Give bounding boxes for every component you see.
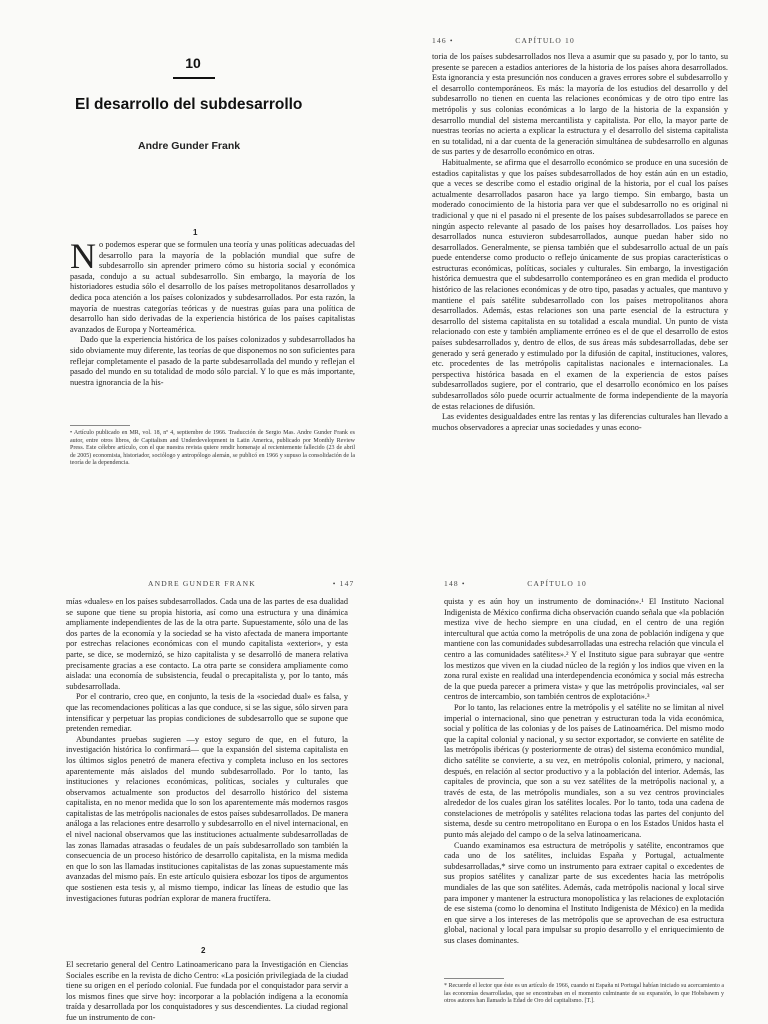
chapter-title: El desarrollo del subdesarrollo	[75, 96, 303, 113]
chapter-number: 10	[185, 55, 201, 71]
section-number: 2	[201, 946, 206, 955]
page-146	[384, 0, 768, 512]
body-text	[432, 52, 728, 433]
body-text	[70, 236, 355, 388]
paragraph: Dado que la experiencia histórica de los países colonizados y subdesarrollados ha sido obviamente muy diferente, las teorías de que disponemos no son suficientes para reflejar completamente el pasado de la parte subdesarrollada del mundo y reflejan el pasado del mundo en su totalidad de modo sólo parcial. Y lo que es más importante, nuestra ignorancia de la his-	[70, 335, 355, 387]
paragraph: mías «duales» en los países subdesarrollados. Cada una de las partes de esa dualidad se supone que tiene su propia historia, así como una estructura y una dinámica ampliamente independientes de las de la otra parte. Supuestamente, sólo una de las dos partes de la economía y la sociedad se ha visto afectada de manera importante por estrechas relaciones económicas con el mundo capitalista «exterior», y esta parte, se dice, se modernizó, se hizo capitalista y se desarrolló de manera relativa precisamente gracias a ese contacto. La otra parte se considera ampliamente como aislada: una economía de subsistencia, feudal o precapitalista y, por lo tanto, más subdesarrollada.	[66, 597, 348, 691]
body-text	[66, 597, 348, 904]
running-head: 146 • CAPÍTULO 10	[432, 36, 575, 45]
body-text	[66, 960, 348, 1024]
page-148	[384, 512, 768, 1024]
author-name: Andre Gunder Frank	[138, 140, 241, 152]
paragraph: Las evidentes desigualdades entre las rentas y las diferencias culturales han llevado a muchos observadores a apreciar unas sociedades y unas econo-	[432, 412, 728, 432]
running-head: 148 • CAPÍTULO 10	[444, 579, 587, 588]
page-147	[0, 512, 384, 1024]
paragraph: No podemos esperar que se formulen una teoría y unas políticas adecuadas del desarrollo para la mayoría de la población mundial que sufre de subdesarrollo sin aprender primero cómo su historia social y económica pasada, condujo a su actual subdesarrollo. Sin embargo, la mayoría de los historiadores estudia sólo el desarrollo de los países metropolitanos desarrollados y dedica poca atención a los países colonizados y subdesarrollados. Por esta razón, la mayoría de nuestras categorías teóricas y de nuestras guías para una política de desarrollo han sido derivadas de la experiencia histórica de los países capitalistas avanzados de Europa y Norteamérica.	[70, 236, 355, 334]
footnote: • Artículo publicado en MR, vol. 18, nº 4, septiembre de 1966. Traducción de Sergio Mas. Andre Gunder Frank es autor, entre otros libros, de Capitalism and Underdevelopment in Latin America, publicado por Monthly Review Press. Este célebre artículo, con el que nuestra revista quiere rendir homenaje al recientemente fallecido (23 de abril de 2005) economista, historiador, sociólogo y antropólogo alemán, se publicó en 1966 y supuso la consolidación de la teoría de la dependencia.	[70, 430, 355, 467]
footnote-rule	[70, 425, 130, 426]
paragraph: quista y es aún hoy un instrumento de dominación».¹ El Instituto Nacional Indigenista de México confirma dicha observación cuando señala que «la población mestiza vive de hecho siempre en una ciudad, en el centro de una región intercultural que actúa como la metrópolis de una zona de población indígena y que mantiene con las comunidades subdesarrolladas una estrecha relación que vincula el centro a las comunidades satélites».² Y el Instituto sigue para subrayar que «entre los mestizos que viven en la ciudad núcleo de la región y los indios que viven en la zona rural existe en realidad una interdependencia económica y social más estrecha de la que pueda parecer a primera vista» y que las metrópolis provinciales, «al ser centros de intercambio, son también centros de explotación».³	[444, 597, 724, 702]
paragraph: Habitualmente, se afirma que el desarrollo económico se produce en una sucesión de estadios capitalistas y que los países subdesarrollados de hoy están aún en un estadio, que a veces se describe como el estadio original de la historia, por el cual los países actualmente desarrollados pasaron hace ya largo tiempo. Sin embargo, basta un moderado conocimiento de la historia para ver que el subdesarrollo no es original ni tradicional y que ni el pasado ni el presente de los países subdesarrollados se parece en ningún aspecto relevante al pasado de los países hoy desarrollados. Los países hoy desarrollados nunca estuvieron subdesarrollados, aunque puedan haber sido no desarrollados. Generalmente, se piensa también que el subdesarrollo actual de un país puede entenderse como producto o reflejo únicamente de sus propias características o estructuras económicas, políticas, sociales y culturales. Sin embargo, la investigación histórica demuestra que el subdesarrollo contemporáneo es en gran medida el producto histórico de las relaciones económicas y de otro tipo, pasadas y actuales, que mantuvo y mantiene el país satélite subdesarrollado con los países metropolitanos ahora desarrollados. Además, estas relaciones son una parte esencial de la estructura y desarrollo del sistema capitalista en su totalidad a escala mundial. Un punto de vista relacionado con este y también ampliamente erróneo es el de que el desarrollo de estos países subdesarrollados y, dentro de ellos, de sus áreas más subdesarrolladas, debe ser generado y será generado y estimulado por la difusión de capital, instituciones, valores, etc. procedentes de las metrópolis capitalistas nacionales e internacionales. La perspectiva histórica basada en el examen de la experiencia de estos países subdesarrollados sugiere, por el contrario, que el desarrollo económico en los países subdesarrollados sólo puede ocurrir actualmente de forma independiente de la mayoría de estas relaciones de difusión.	[432, 157, 728, 411]
paragraph: El secretario general del Centro Latinoamericano para la Investigación en Ciencias Sociales escribe en la revista de dicho Centro: «La posición privilegiada de la ciudad tiene su origen en el período colonial. Fue fundada por el conquistador para servir a los mismos fines que sirve hoy: incorporar a la población indígena a la economía traída y desarrollada por los conquistadores y sus descendientes. La ciudad regional fue un instrumento de con-	[66, 960, 348, 1022]
page-145	[0, 0, 384, 512]
body-text	[444, 597, 724, 947]
paragraph: toria de los países subdesarrollados nos lleva a asumir que su pasado y, por lo tanto, su presente se parecen a estadios anteriores de la historia de los países ahora desarrollados. Esta ignorancia y esta presunción nos conducen a graves errores sobre el subdesarrollo y el desarrollo contemporáneos. Es más: la mayoría de los estudios del desarrollo y del subdesarrollo no tienen en cuenta las relaciones económicas y de otro tipo entre las metrópolis y sus colonias económicas a lo largo de la historia de la expansión y desarrollo mundial del sistema mercantilista y capitalista. Por ello, la mayor parte de nuestras teorías no acierta a explicar la estructura y el desarrollo del sistema capitalista en su totalidad, ni a dar cuenta de la generación simultánea de subdesarrollo en algunas de sus partes y de desarrollo económico en otras.	[432, 52, 728, 157]
paragraph: Por el contrario, creo que, en conjunto, la tesis de la «sociedad dual» es falsa, y que las recomendaciones políticas a las que conduce, si se las sigue, sólo sirven para intensificar y perpetuar las propias condiciones de subdesarrollo que se supone que pretenden remediar.	[66, 692, 348, 734]
footnote-rule	[444, 978, 504, 979]
chapter-rule	[173, 77, 215, 79]
paragraph: Cuando examinamos esa estructura de metrópolis y satélite, encontramos que cada uno de los satélites, incluidas España y Portugal, actualmente subdesarrolladas,* sirve como un instrumento para extraer capital o excedentes de sus propios satélites y canalizar parte de sus excedentes hacia las metrópolis mundiales de las que son satélites. Además, cada metrópolis nacional y local sirve para imponer y mantener la estructura monopolística y las relaciones de explotación de ese sistema (como lo denomina el Instituto Indigenista de México) en la medida en que sirve a los intereses de las metrópolis que se aprovechan de esa estructura global, nacional y local para impulsar su propio desarrollo y el enriquecimiento de sus clases dominantes.	[444, 840, 724, 945]
footnote: * Recuerde el lector que éste es un artículo de 1966, cuando ni España ni Portugal habían iniciado su acercamiento a las economías desarrolladas, que se encontraban en el momento culminante de su expansión, lo que Hobsbawm y otros autores han llamado la Edad de Oro del capitalismo. [T.].	[444, 983, 724, 1005]
section-number: 1	[193, 228, 198, 237]
drop-cap: N	[70, 236, 96, 276]
running-head: ANDRE GUNDER FRANK • 147	[148, 579, 355, 588]
paragraph: Por lo tanto, las relaciones entre la metrópolis y el satélite no se limitan al nivel imperial o internacional, sino que penetran y estructuran toda la vida económica, social y política de las colonias y de los países de Latinoamérica. Del mismo modo que la capital colonial y nacional, y su sector exportador, se convierte en satélite de las metrópolis ibéricas (y posteriormente de otras) del sistema económico mundial, dicho satélite se convierte, a su vez, en metrópolis colonial, primero, y nacional, después, en relación al sector productivo y a la población del interior. Además, las capitales de provincia, que son a su vez satélites de la metrópolis nacional y, a través de esta, de las metrópolis mundiales, son a su vez centros provinciales alrededor de los cuales giran los satélites locales. Por lo tanto, toda una cadena de constelaciones de metrópolis y satélites relaciona todas las partes del conjunto del sistema, desde su centro metropolitano en Europa o en los Estados Unidos hasta el punto más alejado del campo o de la selva latinoamericana.	[444, 702, 724, 840]
paragraph: Abundantes pruebas sugieren —y estoy seguro de que, en el futuro, la investigación histórica lo confirmará— que la expansión del sistema capitalista en los últimos siglos penetró de manera efectiva y completa incluso en los sectores aparentemente más aislados del mundo subdesarrollado. Por lo tanto, las instituciones y relaciones económicas, políticas, sociales y culturales que observamos actualmente son productos del desarrollo histórico del sistema capitalista, en no menor medida que lo son los aparentemente más modernos rasgos capitalistas de las metrópolis nacionales de estos países subdesarrollados. De manera análoga a las relaciones entre desarrollo y subdesarrollo en el nivel internacional, en el nivel nacional observamos que las instituciones actualmente subdesarrolladas de las zonas llamadas atrasadas o feudales de un país subdesarrollado son también la consecuencia de un proceso histórico de desarrollo capitalista, en la misma medida en que lo son las llamadas instituciones capitalistas de las zonas supuestamente más avanzadas del mismo país. En este artículo quisiera esbozar los tipos de argumentos que sostienen esta tesis y, al mismo tiempo, indicar las líneas de estudio que las investigaciones futuras podrían explorar de manera fructífera.	[66, 734, 348, 903]
